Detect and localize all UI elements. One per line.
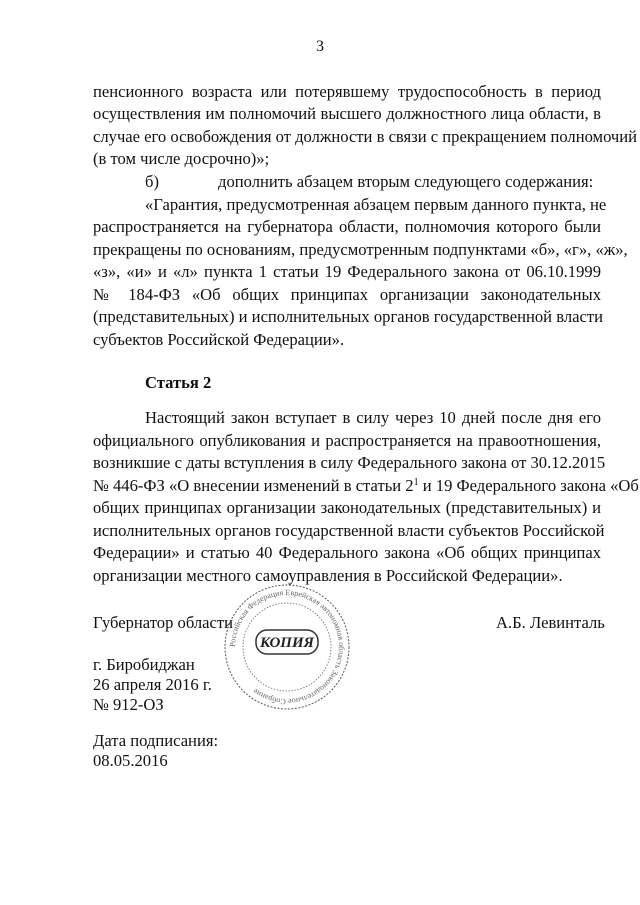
text-line: случае его освобождения от должности в связи с прекращением полномочий	[93, 127, 638, 146]
stamp-label: КОПИЯ	[260, 635, 314, 651]
signing-date: 08.05.2016	[93, 751, 168, 770]
text-line: Настоящий закон вступает в силу через 10 дней после дня его	[145, 408, 601, 427]
text-line: пенсионного возраста или потерявшему трудоспособность в период	[93, 82, 601, 101]
date: 26 апреля 2016 г.	[93, 675, 212, 694]
text-line: № 446-ФЗ «О внесении изменений в статьи $2^1$ и 19 Федерального закона «Об	[93, 476, 639, 495]
official-stamp	[222, 582, 352, 712]
signatory-name: А.Б. Левинталь	[496, 613, 605, 632]
text-line: «з», «и» и «л» пункта 1 статьи 19 Федерального закона от 06.10.1999	[93, 262, 601, 281]
place: г. Биробиджан	[93, 655, 195, 674]
law-number: № 912-ОЗ	[93, 695, 164, 714]
item-text: дополнить абзацем вторым следующего содержания:	[218, 172, 594, 191]
text-line: возникшие с даты вступления в силу Федерального закона от 30.12.2015	[93, 453, 606, 472]
article-heading: Статья 2	[145, 373, 212, 392]
text-line: организации местного самоуправления в Российской Федерации».	[93, 566, 563, 585]
text-line: (представительных) и исполнительных органов государственной власти	[93, 307, 603, 326]
text-line: официального опубликования и распространяется на правоотношения,	[93, 431, 601, 450]
item-label: б)	[145, 172, 159, 191]
superscript: 1	[413, 477, 419, 488]
text-line: (в том числе досрочно)»;	[93, 149, 270, 168]
text-line: Федерации» и статью 40 Федерального закона «Об общих принципах	[93, 543, 601, 562]
text-line: прекращены по основаниям, предусмотренным подпунктами «б», «г», «ж»,	[93, 240, 628, 259]
signatory-role: Губернатор области	[93, 613, 233, 632]
page-number: 3	[316, 38, 324, 55]
stamp-ring-text: Российская Федерация Еврейская автономная область Законодательное Собрание	[227, 587, 347, 707]
text-line: распространяется на губернатора области, полномочия которого были	[93, 217, 601, 236]
signing-label: Дата подписания:	[93, 731, 219, 750]
text-line: общих принципах организации законодательных (представительных) и	[93, 498, 601, 517]
text-line: субъектов Российской Федерации».	[93, 330, 345, 349]
text-line: исполнительных органов государственной власти субъектов Российской	[93, 521, 605, 540]
text-line: «Гарантия, предусмотренная абзацем первым данного пункта, не	[145, 195, 607, 214]
text-line: № 184-ФЗ «Об общих принципах организации законодательных	[93, 285, 601, 304]
text-line: осуществления им полномочий высшего должностного лица области, в	[93, 104, 601, 123]
